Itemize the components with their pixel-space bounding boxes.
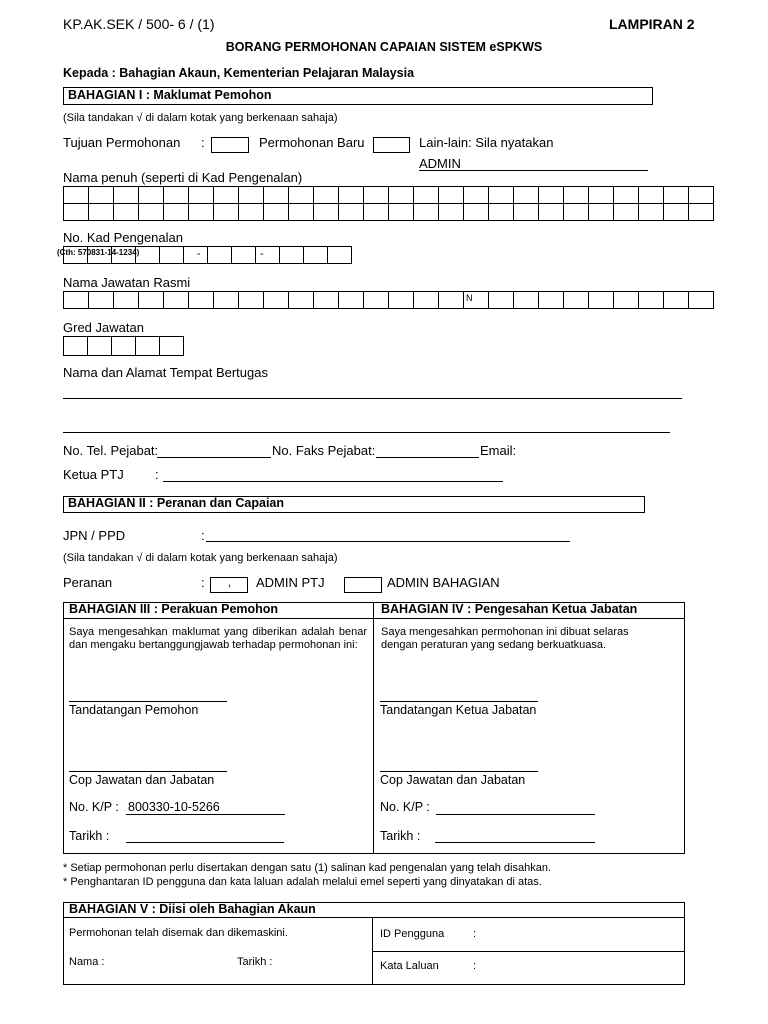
form-title: BORANG PERMOHONAN CAPAIAN SISTEM eSPKWS	[225, 40, 543, 54]
head-statement: Saya mengesahkan permohonan ini dibuat selaras dengan peraturan yang sedang berkuatkuasa.	[381, 626, 629, 651]
recipient-line: Kepada : Bahagian Akaun, Kementerian Pelajaran Malaysia	[63, 66, 415, 80]
other-purpose-checkbox[interactable]	[373, 137, 410, 153]
applicant-stamp-line[interactable]	[69, 771, 227, 772]
admin-bahagian-checkbox[interactable]	[344, 577, 382, 593]
declaration-table-divider	[373, 602, 374, 854]
form-reference: KP.AK.SEK / 500- 6 / (1)	[63, 16, 215, 32]
applicant-date-line[interactable]	[126, 842, 284, 843]
part5-right-split	[372, 951, 685, 952]
jpn-ppd-label: JPN / PPD	[63, 528, 126, 543]
head-date-label: Tarikh :	[380, 829, 421, 843]
ic-label: No. Kad Pengenalan	[63, 230, 183, 245]
office-fax-label: No. Faks Pejabat:	[272, 443, 376, 458]
office-phone-line[interactable]	[157, 457, 271, 458]
part3-heading: BAHAGIAN III : Perakuan Pemohon	[69, 602, 279, 616]
head-stamp-line[interactable]	[380, 771, 538, 772]
applicant-stamp-label: Cop Jawatan dan Jabatan	[69, 773, 215, 787]
full-name-row-1[interactable]	[63, 186, 713, 204]
reviewer-date-label: Tarikh :	[237, 956, 273, 968]
office-phone-label: No. Tel. Pejabat:	[63, 443, 159, 458]
grade-boxes[interactable]	[63, 336, 183, 356]
admin-ptj-mark: ,	[228, 577, 232, 589]
declaration-table-header-line	[63, 618, 685, 619]
part2-heading-box	[63, 496, 645, 513]
part5-heading: BAHAGIAN V : Diisi oleh Bahagian Akaun	[69, 902, 316, 916]
email-label: Email:	[480, 443, 517, 458]
reviewer-name-label: Nama :	[69, 956, 105, 968]
official-post-mark: N	[466, 293, 473, 303]
part1-heading-box	[63, 87, 653, 105]
applicant-statement: Saya mengesahkan maklumat yang diberikan adalah benar dan mengaku bertanggungjawab terhadap permohonan ini:	[69, 626, 367, 651]
admin-bahagian-label: ADMIN BAHAGIAN	[387, 575, 500, 590]
password-label: Kata Laluan	[380, 960, 439, 972]
tick-instruction: (Sila tandakan √ di dalam kotak yang berkenaan sahaja)	[63, 112, 338, 124]
note-2: * Penghantaran ID pengguna dan kata laluan adalah melalui emel seperti yang dinyatakan di atas.	[63, 876, 542, 888]
reviewed-text: Permohonan telah disemak dan dikemaskini.	[69, 927, 288, 939]
ic-dash-2: -	[260, 248, 264, 260]
head-ic-label: No. K/P :	[380, 800, 430, 814]
office-fax-line[interactable]	[376, 457, 479, 458]
head-ptj-line[interactable]	[163, 481, 503, 482]
workplace-label: Nama dan Alamat Tempat Bertugas	[63, 365, 268, 380]
ic-example: (Cth: 570831-14-1234)	[57, 248, 140, 257]
role-colon: :	[201, 575, 205, 590]
applicant-ic-label: No. K/P :	[69, 800, 119, 814]
applicant-ic-line	[126, 814, 285, 815]
head-ptj-label: Ketua PTJ	[63, 467, 124, 482]
grade-label: Gred Jawatan	[63, 320, 144, 335]
head-ptj-colon: :	[155, 467, 159, 482]
purpose-colon: :	[201, 135, 205, 150]
part5-header-line	[63, 917, 685, 918]
jpn-ppd-line[interactable]	[206, 541, 570, 542]
other-purpose-label: Lain-lain: Sila nyatakan	[419, 135, 554, 150]
admin-ptj-checkbox[interactable]	[210, 577, 248, 593]
head-stamp-label: Cop Jawatan dan Jabatan	[380, 773, 526, 787]
other-purpose-underline	[419, 170, 648, 171]
head-signature-label: Tandatangan Ketua Jabatan	[380, 703, 537, 717]
role-tick-instruction: (Sila tandakan √ di dalam kotak yang berkenaan sahaja)	[63, 552, 338, 564]
workplace-line-1[interactable]	[63, 398, 682, 399]
admin-ptj-label: ADMIN PTJ	[256, 575, 325, 590]
applicant-signature-label: Tandatangan Pemohon	[69, 703, 199, 717]
purpose-label: Tujuan Permohonan	[63, 135, 181, 150]
ic-dash-1: -	[197, 248, 201, 260]
role-label: Peranan	[63, 575, 113, 590]
part2-heading: BAHAGIAN II : Peranan dan Capaian	[68, 496, 285, 510]
head-signature-line[interactable]	[380, 701, 538, 702]
head-date-line[interactable]	[435, 842, 595, 843]
lampiran-label: LAMPIRAN 2	[609, 16, 695, 32]
user-id-colon: :	[473, 928, 477, 940]
password-colon: :	[473, 960, 477, 972]
jpn-ppd-colon: :	[201, 528, 205, 543]
applicant-date-label: Tarikh :	[69, 829, 110, 843]
full-name-row-2[interactable]	[63, 203, 713, 221]
workplace-line-2[interactable]	[63, 432, 670, 433]
official-post-boxes[interactable]	[63, 291, 713, 309]
user-id-label: ID Pengguna	[380, 928, 445, 940]
official-post-label: Nama Jawatan Rasmi	[63, 275, 191, 290]
part4-heading: BAHAGIAN IV : Pengesahan Ketua Jabatan	[381, 602, 638, 616]
applicant-signature-line[interactable]	[69, 701, 227, 702]
applicant-ic-value[interactable]: 800330-10-5266	[128, 800, 220, 814]
new-application-label: Permohonan Baru	[259, 135, 365, 150]
other-purpose-value[interactable]: ADMIN	[419, 156, 461, 171]
part1-heading: BAHAGIAN I : Maklumat Pemohon	[68, 88, 272, 102]
note-1: * Setiap permohonan perlu disertakan dengan satu (1) salinan kad pengenalan yang telah disahkan.	[63, 862, 552, 874]
head-ic-line[interactable]	[436, 814, 595, 815]
full-name-label: Nama penuh (seperti di Kad Pengenalan)	[63, 170, 303, 185]
new-application-checkbox[interactable]	[211, 137, 249, 153]
